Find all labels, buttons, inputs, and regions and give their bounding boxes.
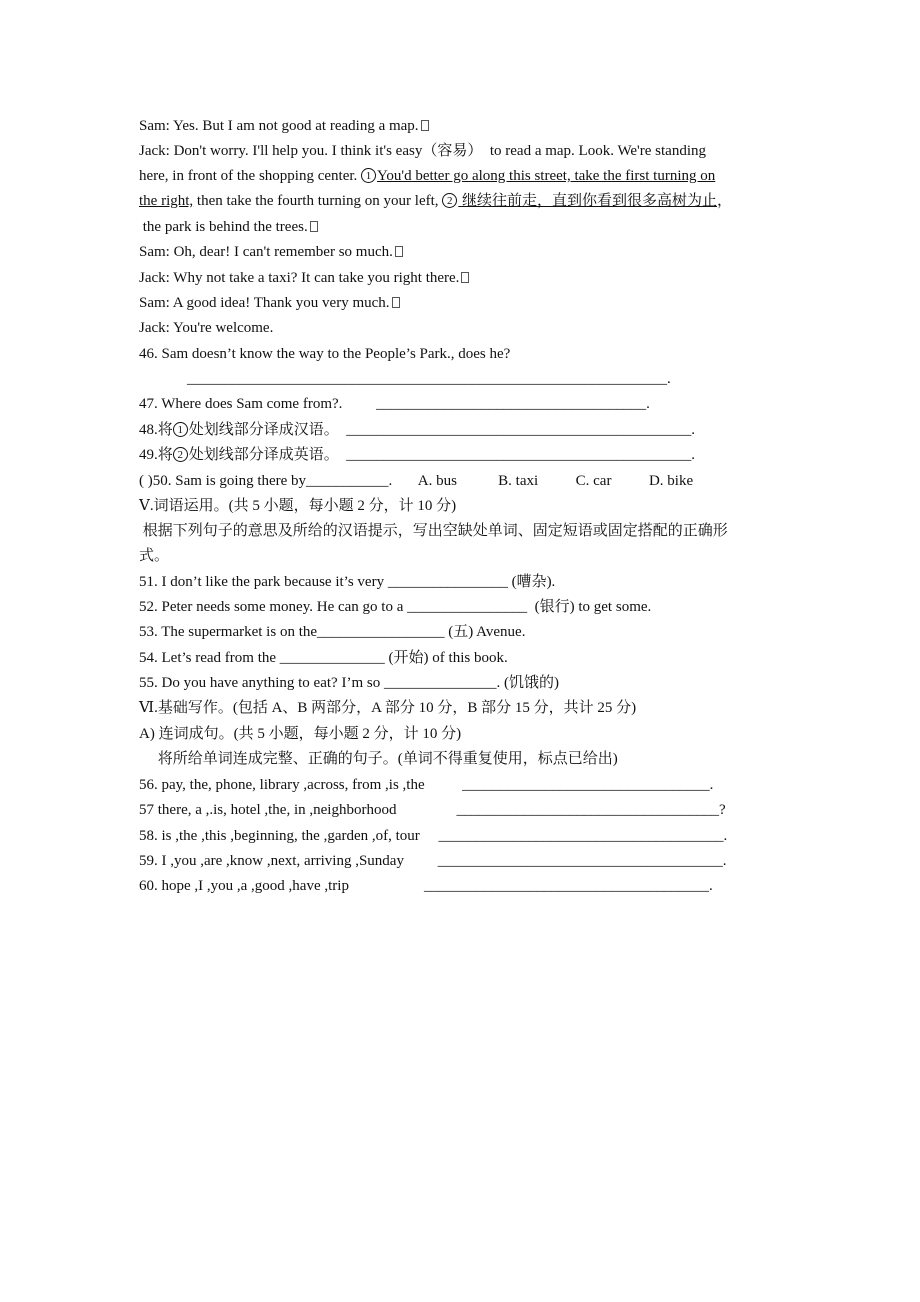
question-53: 53. The supermarket is on the_________________ (五) Avenue.	[139, 624, 526, 640]
question-55: 55. Do you have anything to eat? I’m so _______________. (饥饿的)	[139, 675, 559, 691]
section-6-part-a: A) 连词成句。(共 5 小题，每小题 2 分，计 10 分)	[139, 726, 462, 742]
question-51: 51. I don’t like the park because it’s very ________________ (嘈杂).	[139, 574, 556, 590]
placeholder-box-icon	[461, 272, 469, 283]
dialogue-line-6: Sam: Oh, dear! I can't remember so much.	[139, 242, 403, 262]
question-50: ( )50. Sam is going there by___________. A. bus B. taxi C. car D. bike	[139, 473, 694, 489]
underlined-part-1-cont: the right,	[139, 193, 194, 209]
dialogue-line-2: Jack: Don't worry. I'll help you. I think it's easy（容易） to read a map. Look. We're standing	[139, 143, 706, 159]
question-46: 46. Sam doesn’t know the way to the People’s Park., does he?	[139, 346, 511, 362]
circled-one-icon: 1	[361, 168, 376, 183]
question-47: 47. Where does Sam come from?. ____________________________________.	[139, 396, 650, 412]
placeholder-box-icon	[392, 297, 400, 308]
underlined-part-1: You'd better go along this street, take the first turning on	[377, 168, 716, 184]
dialogue-line-9: Jack: You're welcome.	[139, 320, 274, 336]
section-5-instruction: 根据下列句子的意思及所给的汉语提示，写出空缺处单词、固定短语或固定搭配的正确形	[139, 523, 728, 539]
dialogue-line-4: the right, then take the fourth turning on your left, 2 继续往前走，直到你看到很多高树为止，	[139, 193, 733, 209]
underlined-part-2: 继续往前走，直到你看到很多高树为止	[458, 193, 718, 209]
question-60: 60. hope ,I ,you ,a ,good ,have ,trip ______________________________________.	[139, 878, 713, 894]
question-52: 52. Peter needs some money. He can go to a ________________ (银行) to get some.	[139, 599, 652, 615]
placeholder-box-icon	[310, 221, 318, 232]
circled-one-icon: 1	[173, 422, 188, 437]
dialogue-line-3: here, in front of the shopping center. 1 You'd better go along this street, take the first turning on	[139, 168, 716, 184]
dialogue-line-1: Sam: Yes. But I am not good at reading a map.	[139, 116, 429, 136]
dialogue-line-7: Jack: Why not take a taxi? It can take you right there.	[139, 268, 469, 288]
question-48: 48.将 1 处划线部分译成汉语。 ______________________________________________.	[139, 422, 696, 438]
question-56: 56. pay, the, phone, library ,across, from ,is ,the _________________________________.	[139, 777, 714, 793]
question-46-answer-blank[interactable]: ________________________________________________________________.	[187, 371, 671, 387]
placeholder-box-icon	[421, 120, 429, 131]
section-5-instruction-cont: 式。	[139, 548, 170, 564]
circled-two-icon: 2	[173, 447, 188, 462]
dialogue-line-8: Sam: A good idea! Thank you very much.	[139, 293, 400, 313]
section-6-title: Ⅵ.基础写作。(包括 A、B 两部分，A 部分 10 分，B 部分 15 分，共计 25 分)	[139, 700, 637, 716]
question-49: 49.将 2 处划线部分译成英语。 ______________________________________________.	[139, 447, 696, 463]
question-58: 58. is ,the ,this ,beginning, the ,garden ,of, tour ______________________________________.	[139, 828, 728, 844]
question-59: 59. I ,you ,are ,know ,next, arriving ,Sunday ______________________________________.	[139, 853, 727, 869]
section-6-instruction: 将所给单词连成完整、正确的句子。(单词不得重复使用，标点已给出)	[139, 751, 618, 767]
section-5-title: Ⅴ.词语运用。(共 5 小题，每小题 2 分，计 10 分)	[139, 498, 457, 514]
question-57: 57 there, a ,.is, hotel ,the, in ,neighborhood ___________________________________?	[139, 802, 726, 818]
circled-two-icon: 2	[442, 193, 457, 208]
placeholder-box-icon	[395, 246, 403, 257]
question-54: 54. Let’s read from the ______________ (开始) of this book.	[139, 650, 508, 666]
dialogue-line-5: the park is behind the trees.	[139, 217, 318, 237]
